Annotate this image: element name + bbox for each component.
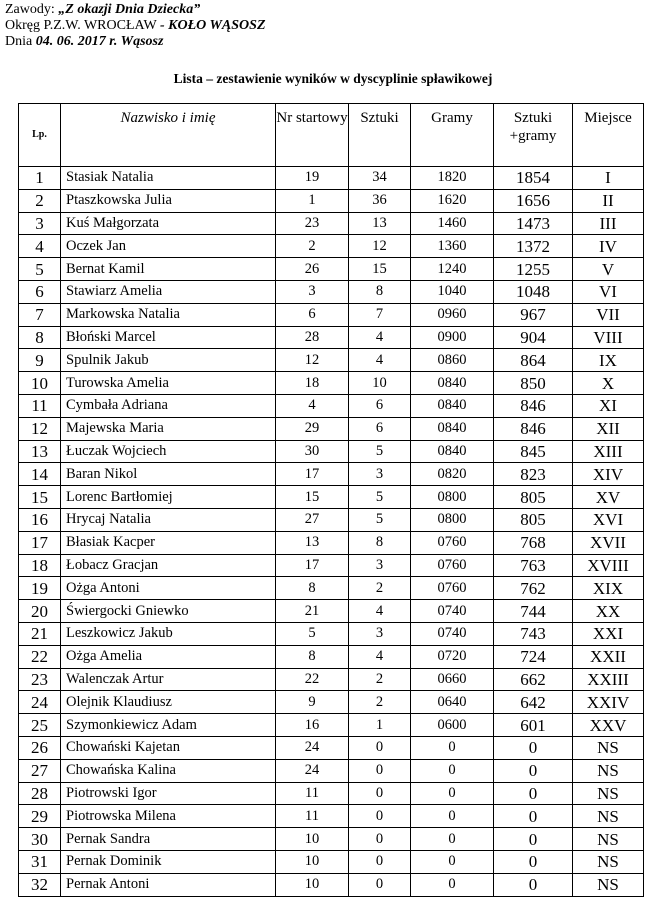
cell-gr: 0 <box>411 759 494 782</box>
cell-name: Błoński Marcel <box>61 326 276 349</box>
table-row <box>19 212 644 235</box>
cell-szt: 2 <box>349 691 411 714</box>
cell-gr: 1820 <box>411 167 494 190</box>
cell-gr: 0800 <box>411 486 494 509</box>
cell-lp: 4 <box>19 235 61 258</box>
cell-gr: 0860 <box>411 349 494 372</box>
table-header-row <box>19 104 644 167</box>
cell-gr: 0720 <box>411 645 494 668</box>
cell-place: II <box>573 189 644 212</box>
cell-szt: 3 <box>349 463 411 486</box>
table-row <box>19 303 644 326</box>
table-row <box>19 668 644 691</box>
cell-place: XVI <box>573 508 644 531</box>
date-value: 04. 06. 2017 r. Wąsosz <box>35 34 164 49</box>
cell-szt: 2 <box>349 668 411 691</box>
cell-gr: 0840 <box>411 417 494 440</box>
cell-szt: 15 <box>349 258 411 281</box>
cell-gr: 0 <box>411 782 494 805</box>
cell-place: IX <box>573 349 644 372</box>
cell-sum: 743 <box>494 622 573 645</box>
cell-place: NS <box>573 759 644 782</box>
cell-name: Majewska Maria <box>61 417 276 440</box>
cell-nr: 17 <box>276 554 349 577</box>
table-row <box>19 759 644 782</box>
cell-place: XVIII <box>573 554 644 577</box>
cell-szt: 6 <box>349 394 411 417</box>
cell-gr: 1360 <box>411 235 494 258</box>
cell-name: Walenczak Artur <box>61 668 276 691</box>
cell-lp: 11 <box>19 394 61 417</box>
cell-sum: 0 <box>494 850 573 873</box>
cell-name: Pernak Dominik <box>61 850 276 873</box>
cell-nr: 18 <box>276 372 349 395</box>
cell-szt: 10 <box>349 372 411 395</box>
cell-lp: 13 <box>19 440 61 463</box>
cell-place: XIII <box>573 440 644 463</box>
cell-place: XV <box>573 486 644 509</box>
cell-nr: 2 <box>276 235 349 258</box>
cell-szt: 5 <box>349 486 411 509</box>
cell-nr: 3 <box>276 280 349 303</box>
cell-nr: 10 <box>276 850 349 873</box>
cell-sum: 0 <box>494 759 573 782</box>
cell-nr: 24 <box>276 736 349 759</box>
cell-gr: 0760 <box>411 531 494 554</box>
cell-name: Olejnik Klaudiusz <box>61 691 276 714</box>
cell-name: Oczek Jan <box>61 235 276 258</box>
cell-szt: 4 <box>349 349 411 372</box>
cell-szt: 7 <box>349 303 411 326</box>
cell-sum: 904 <box>494 326 573 349</box>
cell-nr: 4 <box>276 394 349 417</box>
cell-name: Łobacz Gracjan <box>61 554 276 577</box>
table-row <box>19 691 644 714</box>
cell-nr: 17 <box>276 463 349 486</box>
cell-name: Markowska Natalia <box>61 303 276 326</box>
cell-lp: 32 <box>19 873 61 896</box>
cell-gr: 0840 <box>411 372 494 395</box>
cell-lp: 1 <box>19 167 61 190</box>
cell-szt: 6 <box>349 417 411 440</box>
district-label: Okręg P.Z.W. WROCŁAW <box>5 18 160 33</box>
cell-nr: 27 <box>276 508 349 531</box>
cell-place: XXIII <box>573 668 644 691</box>
cell-place: NS <box>573 850 644 873</box>
table-body <box>19 167 644 897</box>
cell-place: XI <box>573 394 644 417</box>
cell-name: Spulnik Jakub <box>61 349 276 372</box>
cell-sum: 1255 <box>494 258 573 281</box>
cell-nr: 10 <box>276 828 349 851</box>
cell-sum: 601 <box>494 714 573 737</box>
cell-szt: 4 <box>349 326 411 349</box>
cell-szt: 0 <box>349 850 411 873</box>
cell-szt: 4 <box>349 645 411 668</box>
cell-szt: 0 <box>349 828 411 851</box>
table-row <box>19 873 644 896</box>
cell-gr: 0 <box>411 873 494 896</box>
cell-gr: 0 <box>411 828 494 851</box>
cell-nr: 19 <box>276 167 349 190</box>
table-row <box>19 417 644 440</box>
cell-nr: 11 <box>276 782 349 805</box>
col-header-lp: Lp. <box>19 104 61 167</box>
cell-name: Cymbała Adriana <box>61 394 276 417</box>
cell-name: Hrycaj Natalia <box>61 508 276 531</box>
cell-sum: 0 <box>494 782 573 805</box>
table-row <box>19 280 644 303</box>
cell-lp: 8 <box>19 326 61 349</box>
table-row <box>19 736 644 759</box>
cell-sum: 762 <box>494 577 573 600</box>
document-title: Lista – zestawienie wyników w dyscyplinie spławikowej <box>173 71 493 86</box>
cell-gr: 0740 <box>411 600 494 623</box>
cell-place: VII <box>573 303 644 326</box>
cell-sum: 967 <box>494 303 573 326</box>
cell-szt: 0 <box>349 805 411 828</box>
cell-place: VIII <box>573 326 644 349</box>
cell-nr: 9 <box>276 691 349 714</box>
cell-gr: 1240 <box>411 258 494 281</box>
table-row <box>19 326 644 349</box>
cell-nr: 1 <box>276 189 349 212</box>
cell-nr: 22 <box>276 668 349 691</box>
cell-lp: 15 <box>19 486 61 509</box>
cell-name: Ożga Antoni <box>61 577 276 600</box>
cell-name: Ożga Amelia <box>61 645 276 668</box>
cell-place: IV <box>573 235 644 258</box>
cell-szt: 34 <box>349 167 411 190</box>
table-row <box>19 440 644 463</box>
cell-sum: 662 <box>494 668 573 691</box>
table-row <box>19 828 644 851</box>
cell-lp: 18 <box>19 554 61 577</box>
cell-place: VI <box>573 280 644 303</box>
cell-sum: 768 <box>494 531 573 554</box>
table-row <box>19 645 644 668</box>
cell-szt: 5 <box>349 508 411 531</box>
cell-name: Chowańska Kalina <box>61 759 276 782</box>
cell-name: Turowska Amelia <box>61 372 276 395</box>
cell-sum: 845 <box>494 440 573 463</box>
table-row <box>19 463 644 486</box>
cell-place: NS <box>573 736 644 759</box>
table-row <box>19 486 644 509</box>
cell-nr: 13 <box>276 531 349 554</box>
cell-lp: 5 <box>19 258 61 281</box>
cell-name: Pernak Antoni <box>61 873 276 896</box>
competition-name: „Z okazji Dnia Dziecka” <box>58 2 201 17</box>
table-row <box>19 508 644 531</box>
cell-lp: 7 <box>19 303 61 326</box>
cell-gr: 0840 <box>411 440 494 463</box>
table-row <box>19 577 644 600</box>
district-line <box>5 18 266 34</box>
cell-sum: 0 <box>494 805 573 828</box>
cell-place: XIX <box>573 577 644 600</box>
cell-lp: 6 <box>19 280 61 303</box>
cell-name: Lorenc Bartłomiej <box>61 486 276 509</box>
cell-name: Pernak Sandra <box>61 828 276 851</box>
cell-szt: 0 <box>349 782 411 805</box>
cell-szt: 2 <box>349 577 411 600</box>
cell-lp: 12 <box>19 417 61 440</box>
cell-name: Kuś Małgorzata <box>61 212 276 235</box>
cell-gr: 0760 <box>411 554 494 577</box>
cell-name: Bernat Kamil <box>61 258 276 281</box>
cell-gr: 0760 <box>411 577 494 600</box>
cell-sum: 0 <box>494 873 573 896</box>
table-row <box>19 258 644 281</box>
cell-sum: 850 <box>494 372 573 395</box>
cell-lp: 20 <box>19 600 61 623</box>
cell-name: Leszkowicz Jakub <box>61 622 276 645</box>
cell-gr: 1620 <box>411 189 494 212</box>
cell-gr: 0640 <box>411 691 494 714</box>
table-row <box>19 714 644 737</box>
cell-nr: 16 <box>276 714 349 737</box>
cell-sum: 805 <box>494 486 573 509</box>
cell-szt: 0 <box>349 873 411 896</box>
cell-szt: 8 <box>349 280 411 303</box>
cell-place: XXIV <box>573 691 644 714</box>
cell-szt: 0 <box>349 736 411 759</box>
cell-place: XX <box>573 600 644 623</box>
cell-lp: 3 <box>19 212 61 235</box>
cell-nr: 24 <box>276 759 349 782</box>
cell-nr: 11 <box>276 805 349 828</box>
col-header-place: Miejsce <box>573 104 644 167</box>
cell-name: Piotrowski Igor <box>61 782 276 805</box>
cell-gr: 0820 <box>411 463 494 486</box>
cell-szt: 12 <box>349 235 411 258</box>
cell-szt: 4 <box>349 600 411 623</box>
table-row <box>19 349 644 372</box>
cell-sum: 846 <box>494 417 573 440</box>
cell-gr: 0840 <box>411 394 494 417</box>
cell-place: NS <box>573 828 644 851</box>
cell-lp: 14 <box>19 463 61 486</box>
cell-place: I <box>573 167 644 190</box>
cell-lp: 17 <box>19 531 61 554</box>
table-row <box>19 600 644 623</box>
date-line <box>5 34 163 50</box>
table-row <box>19 189 644 212</box>
cell-sum: 846 <box>494 394 573 417</box>
cell-szt: 36 <box>349 189 411 212</box>
cell-lp: 27 <box>19 759 61 782</box>
cell-szt: 0 <box>349 759 411 782</box>
cell-sum: 744 <box>494 600 573 623</box>
cell-lp: 9 <box>19 349 61 372</box>
cell-place: XXII <box>573 645 644 668</box>
cell-place: X <box>573 372 644 395</box>
cell-sum: 1473 <box>494 212 573 235</box>
cell-lp: 10 <box>19 372 61 395</box>
cell-lp: 22 <box>19 645 61 668</box>
cell-name: Łuczak Wojciech <box>61 440 276 463</box>
cell-gr: 0 <box>411 736 494 759</box>
cell-lp: 30 <box>19 828 61 851</box>
cell-lp: 24 <box>19 691 61 714</box>
cell-nr: 12 <box>276 349 349 372</box>
cell-sum: 823 <box>494 463 573 486</box>
table-row <box>19 554 644 577</box>
cell-szt: 3 <box>349 622 411 645</box>
cell-szt: 13 <box>349 212 411 235</box>
cell-szt: 1 <box>349 714 411 737</box>
cell-name: Stawiarz Amelia <box>61 280 276 303</box>
cell-gr: 0660 <box>411 668 494 691</box>
cell-gr: 0 <box>411 850 494 873</box>
competition-line <box>5 2 200 18</box>
cell-lp: 31 <box>19 850 61 873</box>
date-label: Dnia <box>5 34 36 49</box>
col-header-start-number: Nr startowy <box>276 104 349 167</box>
cell-nr: 5 <box>276 622 349 645</box>
cell-name: Błasiak Kacper <box>61 531 276 554</box>
table-row <box>19 394 644 417</box>
table-row <box>19 782 644 805</box>
col-header-pieces: Sztuki <box>349 104 411 167</box>
cell-sum: 1048 <box>494 280 573 303</box>
cell-sum: 763 <box>494 554 573 577</box>
cell-sum: 1656 <box>494 189 573 212</box>
cell-sum: 0 <box>494 828 573 851</box>
cell-sum: 805 <box>494 508 573 531</box>
cell-gr: 0960 <box>411 303 494 326</box>
table-row <box>19 167 644 190</box>
table-row <box>19 622 644 645</box>
cell-place: XIV <box>573 463 644 486</box>
cell-gr: 0 <box>411 805 494 828</box>
table-row <box>19 850 644 873</box>
cell-name: Stasiak Natalia <box>61 167 276 190</box>
cell-nr: 21 <box>276 600 349 623</box>
cell-sum: 0 <box>494 736 573 759</box>
cell-nr: 30 <box>276 440 349 463</box>
cell-nr: 26 <box>276 258 349 281</box>
competition-label: Zawody: <box>5 2 59 17</box>
cell-place: XVII <box>573 531 644 554</box>
cell-place: XXV <box>573 714 644 737</box>
cell-gr: 0600 <box>411 714 494 737</box>
cell-gr: 0800 <box>411 508 494 531</box>
cell-sum: 864 <box>494 349 573 372</box>
table-row <box>19 372 644 395</box>
table-row <box>19 805 644 828</box>
cell-name: Ptaszkowska Julia <box>61 189 276 212</box>
cell-gr: 1460 <box>411 212 494 235</box>
cell-lp: 16 <box>19 508 61 531</box>
circle-name: - KOŁO WĄSOSZ <box>159 18 266 33</box>
table-row <box>19 235 644 258</box>
cell-lp: 26 <box>19 736 61 759</box>
cell-lp: 28 <box>19 782 61 805</box>
cell-place: NS <box>573 805 644 828</box>
cell-szt: 5 <box>349 440 411 463</box>
cell-sum: 1372 <box>494 235 573 258</box>
cell-gr: 1040 <box>411 280 494 303</box>
cell-nr: 8 <box>276 577 349 600</box>
cell-szt: 8 <box>349 531 411 554</box>
cell-lp: 21 <box>19 622 61 645</box>
cell-sum: 642 <box>494 691 573 714</box>
cell-sum: 724 <box>494 645 573 668</box>
cell-place: V <box>573 258 644 281</box>
col-header-total: Sztuki +gramy <box>494 104 573 167</box>
cell-nr: 29 <box>276 417 349 440</box>
cell-lp: 23 <box>19 668 61 691</box>
cell-name: Świergocki Gniewko <box>61 600 276 623</box>
cell-nr: 10 <box>276 873 349 896</box>
col-header-name: Nazwisko i imię <box>61 104 276 167</box>
cell-place: XII <box>573 417 644 440</box>
results-table <box>18 103 644 897</box>
cell-place: XXI <box>573 622 644 645</box>
cell-lp: 29 <box>19 805 61 828</box>
cell-gr: 0900 <box>411 326 494 349</box>
cell-gr: 0740 <box>411 622 494 645</box>
cell-nr: 28 <box>276 326 349 349</box>
cell-name: Piotrowska Milena <box>61 805 276 828</box>
cell-name: Baran Nikol <box>61 463 276 486</box>
cell-nr: 15 <box>276 486 349 509</box>
cell-name: Chowański Kajetan <box>61 736 276 759</box>
cell-place: NS <box>573 873 644 896</box>
cell-place: NS <box>573 782 644 805</box>
cell-sum: 1854 <box>494 167 573 190</box>
cell-place: III <box>573 212 644 235</box>
cell-lp: 19 <box>19 577 61 600</box>
table-row <box>19 531 644 554</box>
cell-szt: 3 <box>349 554 411 577</box>
col-header-grams: Gramy <box>411 104 494 167</box>
cell-lp: 2 <box>19 189 61 212</box>
cell-nr: 6 <box>276 303 349 326</box>
cell-nr: 23 <box>276 212 349 235</box>
cell-name: Szymonkiewicz Adam <box>61 714 276 737</box>
cell-nr: 8 <box>276 645 349 668</box>
cell-lp: 25 <box>19 714 61 737</box>
